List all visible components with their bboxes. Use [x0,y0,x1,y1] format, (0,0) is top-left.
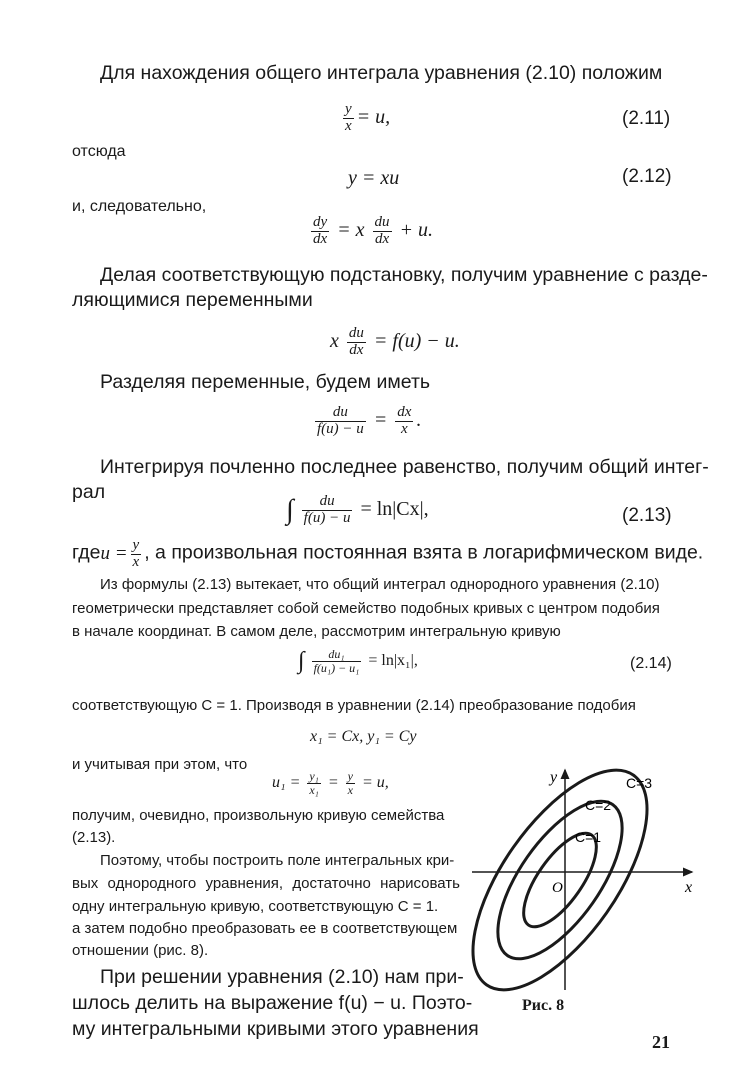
paragraph-line: а затем подобно преобразовать ее в соответствующем [72,920,458,937]
equation-u1: u₁ = $\frac{\text{y₁}}{\text{x₁}}$ = $\frac{y}{x}$ = u, [272,769,389,797]
y-axis-label: y [550,769,558,786]
x-axis-label: x [685,879,693,896]
paragraph-line: рал [72,481,106,503]
paragraph-line: Делая соответствующую подстановку, получим уравнение с разде- [100,264,708,286]
paragraph-line: Разделяя переменные, будем иметь [100,371,431,393]
paragraph-line: шлось делить на выражение f(u) − u. Поэто- [72,992,473,1014]
figure-8-ellipses [460,760,720,1000]
equation-label: (2.12) [622,166,672,187]
paragraph-line: и, следовательно, [72,198,207,215]
equation-2-13: ∫ $\frac{du}{f(u) - u}$ = ln|Cx|, [286,493,429,526]
figure-caption: Рис. 8 [522,997,565,1014]
paragraph-line: геометрически представляет собой семейство подобных кривых с центром подобия [72,600,660,617]
paragraph-line: Поэтому, чтобы построить поле интегральных кри- [100,852,455,869]
curve-label: C=1 [575,829,602,845]
equation-separated: $\frac{du}{f(u) - u}$ = $\frac{dx}{x}$ . [317,404,422,437]
paragraph-line: Из формулы (2.13) вытекает, что общий интеграл однородного уравнения (2.10) [100,576,660,593]
paragraph-line: гдеu = $\frac{y}{x}$ , а произвольная постоянная взята в логарифмическом виде. [72,537,704,570]
equation-separable: x $\frac{du}{dx}$ = f(u) − u. [330,325,460,358]
paragraph-line: Для нахождения общего интеграла уравнения (2.10) положим [100,62,663,84]
paragraph-line: получим, очевидно, произвольную кривую семейства [72,807,445,824]
curve-label: C=2 [585,797,612,813]
paragraph-line: ляющимися переменными [72,289,313,311]
equation-2-12: y = xu [348,167,400,189]
paragraph-line: соответствующую C = 1. Производя в уравнении (2.14) преобразование подобия [72,697,636,714]
curve-label: C=3 [626,775,653,791]
equation-2-14: ∫ $\frac{\text{du₁}}{\text{f(u₁) − u₁}}$ = ln|x₁|, [298,647,418,675]
paragraph-line: (2.13). [72,829,116,846]
curve-c3 [460,760,680,1000]
paragraph-line: одну интегральную кривую, соответствующую C = 1. [72,898,439,915]
equation-transform: x₁ = Cx, y₁ = Cy [310,728,417,745]
equation-derivative: $\frac{dy}{dx}$ = x $\frac{du}{dx}$ + u. [313,214,434,247]
origin-label: O [552,880,563,896]
equation-label: (2.11) [622,108,671,129]
paragraph-line: му интегральными кривыми этого уравнения [72,1018,479,1040]
equation-2-11: $\frac{y}{x}$ = u, [345,101,391,134]
paragraph-line: и учитывая при этом, что [72,756,248,773]
page-number: 21 [652,1032,670,1052]
paragraph-line: вых однородного уравнения, достаточно нарисовать [72,875,460,892]
equation-label: (2.14) [630,655,672,672]
paragraph-line: отсюда [72,143,126,160]
equation-label: (2.13) [622,505,672,526]
paragraph-line: Интегрируя почленно последнее равенство, получим общий интег- [100,456,709,478]
paragraph-line: в начале координат. В самом деле, рассмотрим интегральную кривую [72,623,561,640]
paragraph-line: При решении уравнения (2.10) нам при- [100,966,464,988]
paragraph-line: отношении (рис. 8). [72,942,209,959]
